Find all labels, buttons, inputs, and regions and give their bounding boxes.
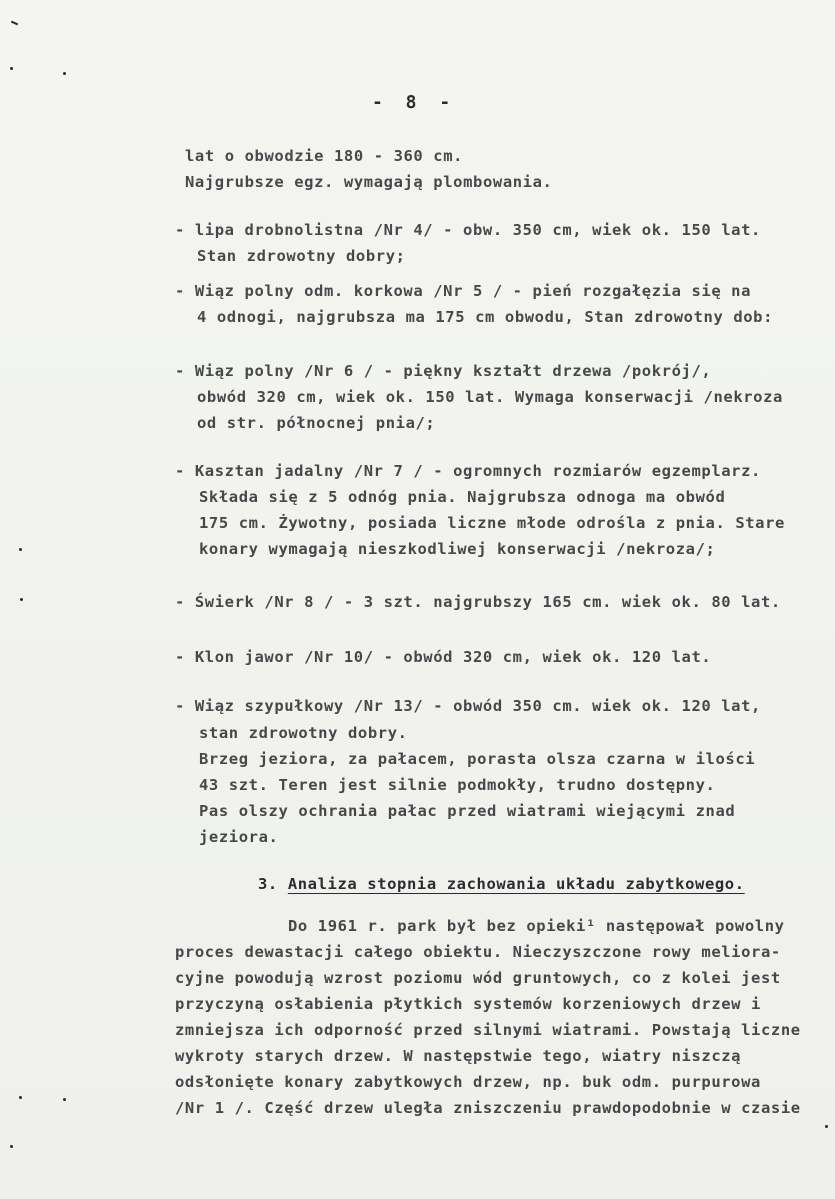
text-line: 4 odnogi, najgrubsza ma 175 cm obwodu, Stan zdrowotny dob: [197,308,774,326]
margin-mark [19,548,22,551]
section-heading [258,877,745,893]
text-line: - Wiąz polny odm. korkowa /Nr 5 / - pień rozgałęzia się na [175,282,752,300]
text-line: - Klon jawor /Nr 10/ - obwód 320 cm, wiek ok. 120 lat. [175,648,712,666]
margin-mark [20,598,23,601]
text-line: - Wiąz szypułkowy /Nr 13/ - obwód 350 cm. wiek ok. 120 lat, [175,697,761,715]
margin-mark [825,1125,828,1128]
text-line: - Kasztan jadalny /Nr 7 / - ogromnych rozmiarów egzemplarz. [175,462,761,480]
text-line: 175 cm. Żywotny, posiada liczne młode odrośla z pnia. Stare [199,514,785,532]
text-line: stan zdrowotny dobry. [199,724,408,742]
text-line: od str. północnej pnia/; [197,414,436,432]
text-line: konary wymagają nieszkodliwej konserwacji /nekroza/; [199,540,716,558]
text-line: jeziora. [199,828,279,846]
text-line: Składa się z 5 odnóg pnia. Najgrubsza odnoga ma obwód [199,488,726,506]
text-line: 43 szt. Teren jest silnie podmokły, trudno dostępny. [199,776,716,794]
text-line: Brzeg jeziora, za pałacem, porasta olsza czarna w ilości [199,750,756,768]
text-line: odsłonięte konary zabytkowych drzew, np. buk odm. purpurowa [175,1073,761,1091]
margin-mark [11,21,18,26]
margin-mark [10,67,13,70]
text-line: Najgrubsze egz. wymagają plombowania. [185,173,553,191]
text-line: obwód 320 cm, wiek ok. 150 lat. Wymaga konserwacji /nekroza [197,388,783,406]
text-line: - lipa drobnolistna /Nr 4/ - obw. 350 cm, wiek ok. 150 lat. [175,221,761,239]
text-line: przyczyną osłabienia płytkich systemów korzeniowych drzew i [175,995,761,1013]
margin-mark [19,1096,22,1099]
text-line: /Nr 1 /. Część drzew uległa zniszczeniu prawdopodobnie w czasie [175,1099,801,1117]
text-line: Stan zdrowotny dobry; [197,247,406,265]
text-line: wykroty starych drzew. W następstwie tego, wiatry niszczą [175,1047,742,1065]
margin-mark [63,72,66,75]
section-number: 3. [258,875,278,893]
margin-mark [63,1098,66,1101]
text-line: - Świerk /Nr 8 / - 3 szt. najgrubszy 165 cm. wiek ok. 80 lat. [175,593,781,611]
text-line: - Wiąz polny /Nr 6 / - piękny kształt drzewa /pokrój/, [175,362,712,380]
section-title: Analiza stopnia zachowania układu zabytkowego. [287,875,745,893]
text-line: lat o obwodzie 180 - 360 cm. [185,147,464,165]
text-line: proces dewastacji całego obiektu. Nieczyszczone rowy meliora- [175,943,781,961]
text-line: cyjne powodują wzrost poziomu wód gruntowych, co z kolei jest [175,969,781,987]
text-line: zmniejsza ich odporność przed silnymi wiatrami. Powstają liczne [175,1021,801,1039]
text-line: Pas olszy ochrania pałac przed wiatrami wiejącymi znad [199,802,736,820]
margin-mark [10,1145,13,1148]
text-line: Do 1961 r. park był bez opieki¹ następował powolny [288,917,785,935]
page-number: - 8 - [372,92,457,113]
